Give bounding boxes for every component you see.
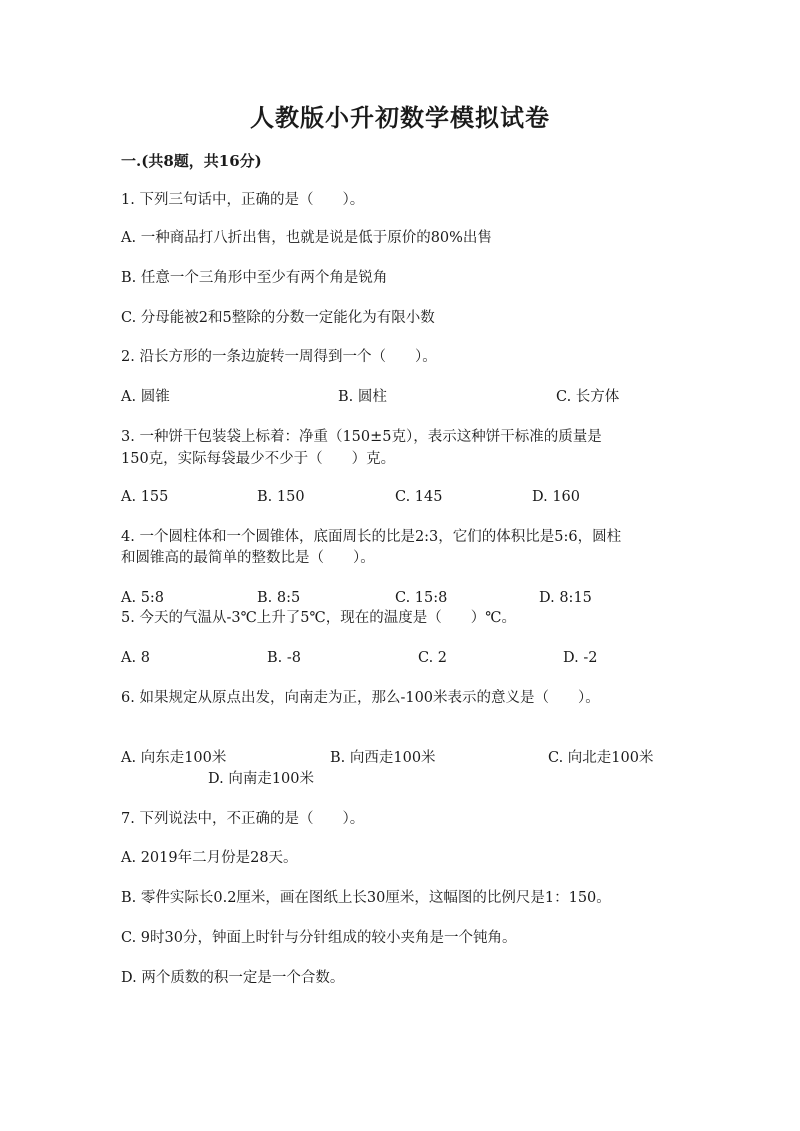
- page-title: 人教版小升初数学模拟试卷: [250, 103, 550, 132]
- question-2-stem: 2. 沿长方形的一条边旋转一周得到一个（ ）。: [121, 349, 437, 365]
- question-5-option-c: C. 2: [418, 650, 448, 666]
- question-6-option-c: C. 向北走100米: [548, 750, 654, 766]
- question-7-stem: 7. 下列说法中，不正确的是（ ）。: [121, 811, 365, 827]
- question-2-option-c: C. 长方体: [556, 389, 620, 405]
- question-6-option-d: D. 向南走100米: [208, 771, 315, 787]
- question-1-option-c: C. 分母能被2和5整除的分数一定能化为有限小数: [121, 310, 435, 326]
- question-4-option-c: C. 15:8: [395, 590, 448, 606]
- question-4-option-d: D. 8:15: [539, 590, 592, 606]
- question-6-option-a: A. 向东走100米: [121, 750, 227, 766]
- section-heading: 一.(共8题，共16分): [121, 152, 262, 170]
- question-4-option-a: A. 5:8: [121, 590, 165, 606]
- question-6-option-b: B. 向西走100米: [330, 750, 436, 766]
- question-1-option-b: B. 任意一个三角形中至少有两个角是锐角: [121, 270, 388, 286]
- question-3-option-b: B. 150: [257, 489, 305, 505]
- question-5-stem: 5. 今天的气温从-3℃上升了5℃，现在的温度是（ ）℃。: [121, 610, 516, 626]
- question-4-option-b: B. 8:5: [257, 590, 301, 606]
- question-4-stem-line-2: 和圆锥高的最简单的整数比是（ ）。: [121, 550, 375, 566]
- question-5-option-a: A. 8: [121, 650, 150, 666]
- question-1-stem: 1. 下列三句话中，正确的是（ ）。: [121, 192, 365, 208]
- question-5-option-d: D. -2: [563, 650, 598, 666]
- question-1-option-a: A. 一种商品打八折出售，也就是说是低于原价的80%出售: [121, 230, 492, 246]
- question-7-option-d: D. 两个质数的积一定是一个合数。: [121, 970, 345, 986]
- question-5-option-b: B. -8: [267, 650, 301, 666]
- question-2-option-a: A. 圆锥: [121, 389, 170, 405]
- question-2-option-b: B. 圆柱: [338, 389, 387, 405]
- question-3-stem-line-1: 3. 一种饼干包装袋上标着：净重（150±5克），表示这种饼干标准的质量是: [121, 429, 602, 445]
- question-3-option-d: D. 160: [532, 489, 581, 505]
- question-4-stem-line-1: 4. 一个圆柱体和一个圆锥体，底面周长的比是2:3，它们的体积比是5:6，圆柱: [121, 529, 622, 545]
- question-7-option-c: C. 9时30分，钟面上时针与分针组成的较小夹角是一个钝角。: [121, 930, 517, 946]
- question-3-option-a: A. 155: [121, 489, 169, 505]
- question-3-stem-line-2: 150克，实际每袋最少不少于（ ）克。: [121, 451, 396, 467]
- question-7-option-b: B. 零件实际长0.2厘米，画在图纸上长30厘米，这幅图的比例尺是1：150。: [121, 890, 611, 906]
- question-3-option-c: C. 145: [395, 489, 443, 505]
- question-7-option-a: A. 2019年二月份是28天。: [121, 850, 298, 866]
- question-6-stem: 6. 如果规定从原点出发，向南走为正，那么-100米表示的意义是（ ）。: [121, 690, 600, 706]
